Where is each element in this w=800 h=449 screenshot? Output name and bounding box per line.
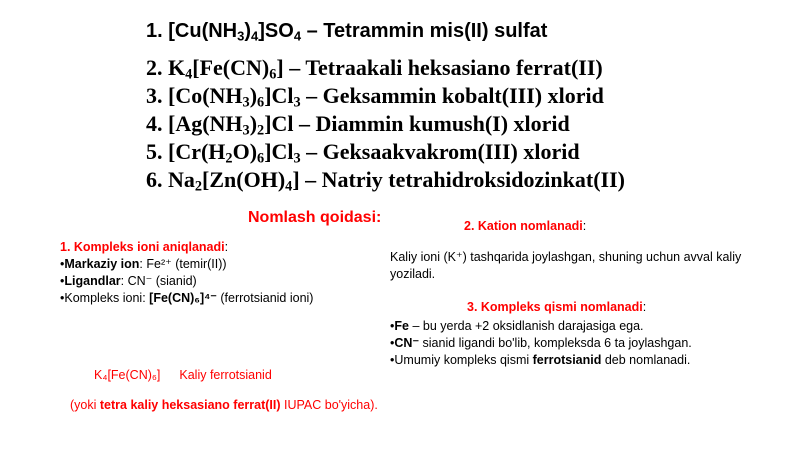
list-item-2: 2. $K_4[Fe(CN)_6]$ – Tetraakali heksasiano ferrat(II) bbox=[146, 55, 603, 83]
left-section bbox=[60, 239, 313, 307]
list-item-3: 3. $[Co(NH_3)_6]Cl_3$ – Geksammin kobalt(III) xlorid bbox=[146, 83, 604, 111]
list-item-5: 5. $[Cr(H_2O)_6]Cl_3$ – Geksaakvakrom(III) xlorid bbox=[146, 139, 580, 167]
left-bullet-1: •Markaziy ion: Fe²⁺ (temir(II)) bbox=[60, 257, 227, 271]
complex-heading: 3. Kompleks qismi nomlanadi: bbox=[467, 300, 647, 314]
example-formula: K₄[Fe(CN)₆] Kaliy ferrotsianid bbox=[94, 368, 272, 382]
item-name: – Geksammin kobalt(III) xlorid bbox=[306, 83, 604, 108]
left-bullet-2: •Ligandlar: CN⁻ (sianid) bbox=[60, 274, 197, 288]
item-number: 6. bbox=[146, 167, 163, 192]
item-name: – Tetraakali heksasiano ferrat(II) bbox=[289, 55, 603, 80]
item-name: – Natriy tetrahidroksidozinkat(II) bbox=[305, 167, 625, 192]
item-number: 3. bbox=[146, 83, 163, 108]
left-bullet-3: •Kompleks ioni: [Fe(CN)₆]⁴⁻ (ferrotsianid ioni) bbox=[60, 291, 314, 305]
list-item-4: 4. $[Ag(NH_3)_2]Cl$ – Diammin kumush(I) xlorid bbox=[146, 111, 570, 139]
list-item-1: 1. $[Cu(NH_3)_4]SO_4$ – Tetrammin mis(II) sulfat bbox=[146, 20, 548, 44]
example-name: Kaliy ferrotsianid bbox=[179, 368, 272, 382]
cation-heading: 2. Kation nomlanadi: bbox=[464, 219, 587, 233]
item-number: 4. bbox=[146, 111, 163, 136]
cation-text: Kaliy ioni (K⁺) tashqarida joylashgan, shuning uchun avval kaliy yoziladi. bbox=[390, 250, 742, 281]
item-number: 2. bbox=[146, 55, 163, 80]
item-name: – Tetrammin mis(II) sulfat bbox=[306, 20, 548, 42]
right-bullet-1: •Fe – bu yerda +2 oksidlanish darajasiga ega. bbox=[390, 319, 644, 333]
left-heading: 1. Kompleks ioni aniqlanadi: bbox=[60, 240, 229, 254]
list-item-6: 6. $Na_2[Zn(OH)_4]$ – Natriy tetrahidroksidozinkat(II) bbox=[146, 167, 625, 195]
item-name: – Diammin kumush(I) xlorid bbox=[299, 111, 570, 136]
complex-bullets bbox=[390, 318, 692, 369]
right-bullet-3: •Umumiy kompleks qismi ferrotsianid deb nomlanadi. bbox=[390, 353, 691, 367]
example-alt: (yoki tetra kaliy heksasiano ferrat(II) IUPAC bo'yicha). bbox=[70, 398, 378, 412]
right-bullet-2: •CN⁻ sianid ligandi bo'lib, kompleksda 6 ta joylashgan. bbox=[390, 336, 692, 350]
rules-title: Nomlash qoidasi: bbox=[248, 209, 382, 226]
item-number: 1. bbox=[146, 20, 163, 42]
item-number: 5. bbox=[146, 139, 163, 164]
item-name: – Geksaakvakrom(III) xlorid bbox=[306, 139, 580, 164]
